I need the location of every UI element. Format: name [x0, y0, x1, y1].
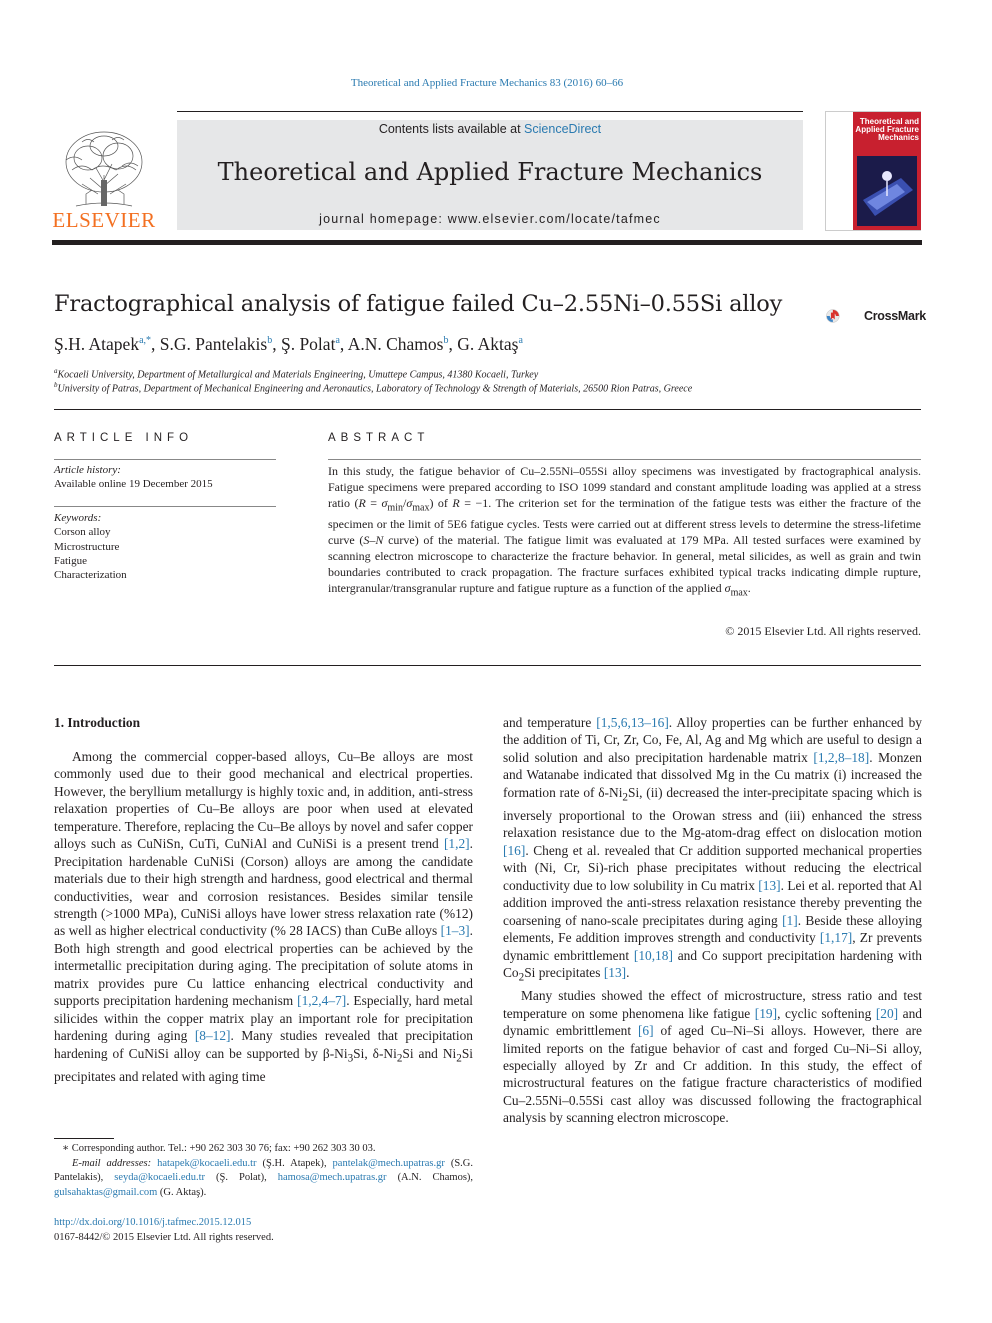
citation-link[interactable]: [1]	[782, 912, 798, 928]
intro-left-column	[54, 714, 473, 1085]
affiliation-mark: b	[54, 381, 58, 389]
affiliation-b	[54, 381, 692, 394]
citation-link[interactable]: [1,17]	[819, 930, 853, 946]
article-info-heading: ARTICLE INFO	[54, 432, 194, 444]
keywords-rule	[54, 506, 276, 507]
keyword: Corson alloy	[54, 526, 111, 539]
abstract-copyright: © 2015 Elsevier Ltd. All rights reserved.	[725, 624, 921, 638]
citation-link[interactable]: [1–3]	[440, 923, 470, 939]
author-name[interactable]: G. Aktaş	[457, 334, 519, 354]
journal-title: Theoretical and Applied Fracture Mechanics	[217, 158, 763, 186]
intro-heading: 1. Introduction	[54, 715, 141, 730]
email-owner: (G. Aktaş).	[159, 1186, 207, 1198]
email-owner: (Ş.H. Atapek)	[262, 1157, 324, 1169]
corresponding-author-note: ∗ Corresponding author. Tel.: +90 262 303 30 76; fax: +90 262 303 30 03.	[62, 1143, 376, 1154]
journal-cover-image[interactable]	[825, 111, 921, 231]
doi-link[interactable]: http://dx.doi.org/10.1016/j.tafmec.2015.12.015	[54, 1217, 252, 1228]
author-name[interactable]: S.G. Pantelakis	[159, 334, 268, 354]
history-value: Available online 19 December 2015	[54, 478, 213, 491]
keywords-block	[54, 511, 127, 582]
affiliation-a	[54, 367, 538, 380]
corresponding-author-text: Corresponding author. Tel.: +90 262 303 30 76; fax: +90 262 303 30 03.	[71, 1143, 376, 1154]
homepage-url[interactable]: www.elsevier.com/locate/tafmec	[447, 212, 661, 226]
cover-title: Theoretical and Applied Fracture Mechanics	[855, 117, 919, 142]
footnote-rule	[54, 1138, 114, 1139]
header-top-rule	[177, 111, 803, 112]
author-list: Ş.H. Atapek$^{a,*}$, S.G. Pantelakis$^b$, Ş. Polat$^a$, A.N. Chamos$^b$, G. Aktaş$^a$	[54, 334, 523, 354]
journal-reference[interactable]: Theoretical and Applied Fracture Mechanics 83 (2016) 60–66	[350, 77, 624, 89]
citation-link[interactable]: [13]	[758, 877, 781, 893]
citation-link[interactable]: [16]	[503, 842, 526, 858]
article-info-rule	[54, 459, 276, 460]
email-owner: (A.N. Chamos)	[397, 1172, 471, 1184]
contents-prefix: Contents lists available at	[378, 122, 521, 136]
email-link[interactable]: seyda@kocaeli.edu.tr	[114, 1172, 206, 1184]
keyword: Characterization	[54, 569, 127, 582]
crossmark-label[interactable]: CrossMark	[864, 309, 926, 323]
citation-link[interactable]: [19]	[754, 1005, 778, 1021]
email-link[interactable]: hatapek@kocaeli.edu.tr	[157, 1157, 257, 1169]
history-label: Article history:	[54, 464, 121, 476]
citation-link[interactable]: [20]	[875, 1005, 899, 1021]
abstract-rule	[328, 459, 921, 460]
author-affiliation-mark[interactable]: b	[267, 335, 273, 347]
citation-link[interactable]: [1,5,6,13–16]	[596, 715, 669, 730]
journal-header	[177, 120, 803, 230]
email-link[interactable]: gulsahaktas@gmail.com	[54, 1186, 158, 1198]
author-affiliation-mark[interactable]: a	[518, 335, 523, 347]
citation-link[interactable]: [10,18]	[633, 947, 673, 963]
citation-link[interactable]: [1,2]	[443, 836, 470, 852]
cover-art	[853, 112, 921, 230]
affiliation-rule	[54, 409, 921, 410]
citation-link[interactable]: [1,2,4–7]	[297, 993, 347, 1009]
keywords-label: Keywords:	[54, 512, 102, 524]
email-link[interactable]: hamosa@mech.upatras.gr	[277, 1172, 387, 1184]
author-name[interactable]: Ş. Polat	[280, 334, 336, 354]
email-link[interactable]: pantelak@mech.upatras.gr	[332, 1157, 445, 1169]
homepage-line	[177, 212, 803, 226]
sciencedirect-link[interactable]: ScienceDirect	[524, 122, 602, 136]
citation-link[interactable]: [6]	[637, 1023, 654, 1039]
citation-link[interactable]: [8–12]	[194, 1028, 231, 1044]
affiliation-text: University of Patras, Department of Mechanical Engineering and Aeronautics, Laboratory of Technology & Strength of Materials, 26500 Rion Patras, Greece	[57, 383, 693, 395]
header-thick-rule	[52, 240, 922, 245]
citation-link[interactable]: [1,2,8–18]	[813, 749, 870, 765]
intro-paragraph: Among the commercial copper-based alloys, Cu–Be alloys are most commonly used due to their good mechanical and electrical properties. However, the beryllium metallurgy is highly toxic and, in addition, anti-stress relaxation properties of Cu–Be alloys are poor when used at elevated temperature. Therefore, replacing the Cu–Be alloys by novel and safer copper alloys such as CuNiSn, CuTi, CuNiAl and CuNiSi is a present trend [1,2]. Precipitation hardenable CuNiSi (Corson) alloys are among the candidate materials due to their high strength and hardness, good electrical and thermal conductivities, wear and corrosion resistances. Besides similar tensile strength (>1000 MPa), CuNiSi alloys have lower stress relaxation rate (%12) as well as higher electrical conductivity (% 28 IACS) than CuBe alloys [1–3]. Both high strength and good electrical properties can be achieved by the intermetallic precipitation during aging. The precipitation of solute atoms in matrix provides pure Cu lattice enhancing electrical conductivity and supports precipitation hardening mechanism [1,2,4–7]. Especially, hard metal silicides within the copper matrix play an important role for precipitation hardening during aging [8–12]. Many studies revealed that precipitation hardening of CuNiSi alloy can be supported by $\beta-Ni_3Si$, $\delta-Ni_2Si$ and $Ni_2Si$ precipitates and related with aging time	[54, 748, 473, 1084]
author-affiliation-mark[interactable]: a,*	[139, 335, 152, 347]
footnotes	[54, 1142, 473, 1200]
author-affiliation-mark[interactable]: b	[443, 335, 449, 347]
affiliation-text: Kocaeli University, Department of Metallurgical and Materials Engineering, Umuttepe Campus, 41380 Kocaeli, Turkey	[57, 369, 539, 381]
citation-link[interactable]: [13]	[603, 965, 627, 981]
author-affiliation-mark[interactable]: a	[335, 335, 340, 347]
emails-label: E-mail addresses:	[72, 1157, 152, 1169]
affiliation-mark: a	[54, 367, 58, 375]
abstract-bottom-rule	[54, 665, 921, 666]
issn-copyright: 0167-8442/© 2015 Elsevier Ltd. All rights reserved.	[54, 1231, 274, 1243]
crossmark-icon[interactable]	[826, 297, 864, 335]
homepage-prefix: journal homepage:	[319, 212, 444, 226]
email-owner: (S.G. Pantelakis)	[54, 1157, 473, 1184]
article-title: Fractographical analysis of fatigue failed Cu–2.55Ni–0.55Si alloy	[54, 291, 783, 317]
abstract-text: In this study, the fatigue behavior of Cu–2.55Ni–055Si alloy specimens was investigated by fractographical analysis. Fatigue specimens were prepared according to ISO 1099 standard and constant amplitude loading was applied at a stress ratio $(R = \sigma_{min}/\sigma_{max})$ of R = −1. The criterion set for the termination of the fatigue tests was either the fracture of the specimen or the limit of 5E6 fatigue cycles. Tests were carried out at different stress levels to determine the stress-lifetime curve (S–N curve) of the material. The fatigue limit was evaluated at 179 MPa. All tested surfaces were examined by scanning electron microscope to characterize the fracture behavior. In general, metal silicides, as well as grain and twin boundaries contributed to crack propagation. The fracture surfaces exhibited typical tracks indicating dimple rupture, intergranular/transgranular rupture and fatigue rupture as a function of the applied $\sigma_{max}$.	[328, 464, 921, 599]
intro-paragraph-continued: and temperature [1,5,6,13–16]. Alloy properties can be further enhanced by the addition of Ti, Cr, Zr, Co, Fe, Al, Ag and Mg which are useful to design a solid solution and also precipitation hardenable matrix [1,2,8–18]. Monzen and Watanabe indicated that dissolved Mg in the Cu matrix (i) increased the formation rate of $\delta-Ni_2Si$, (ii) decreased the inter-precipitate spacing which is inversely proportional to the Orowan stress and (iii) enhanced the stress relaxation resistance due to the Mg-atom-drag effect on dislocation motion [16]. Cheng et al. revealed that Cr addition supported mechanical properties with (Ni, Cr, Si)-rich phase precipitates without reducing the electrical conductivity due to low solubility in Cu matrix [13]. Lei et al. reported that Al addition improved the anti-stress relaxation resistance thereby preventing the coarsening of nano-scale precipitates during aging [1]. Beside these alloying elements, Fe addition improves strength and conductivity [1,17], Zr prevents dynamic embrittlement [10,18] and Co support precipitation hardening with $Co_2Si$ precipitates [13].	[503, 715, 923, 984]
abstract-heading: ABSTRACT	[328, 432, 430, 444]
intro-paragraph: Many studies showed the effect of microstructure, stress ratio and test temperature on some phenomena like fatigue [19], cyclic softening [20] and dynamic embrittlement [6] of aged Cu–Ni–Si alloys. However, there are limited reports on the fatigue behavior of cast and forged Cu–Ni–Si alloy, especially alloyed by Zr and Cr addition. In this study, the effect of microstructural features on the fatigue fracture characteristics of modified Cu–2.55Ni–0.55Si cast alloy was discussed following the fractographical analysis by scanning electron microscope.	[503, 988, 922, 1126]
article-history	[54, 463, 213, 492]
keyword: Fatigue	[54, 554, 87, 567]
author-name[interactable]: Ş.H. Atapek	[54, 334, 140, 354]
email-addresses: E-mail addresses: hatapek@kocaeli.edu.tr (Ş.H. Atapek), pantelak@mech.upatras.gr (S.G. Pantelakis), seyda@kocaeli.edu.tr (Ş. Polat), hamosa@mech.upatras.gr (A.N. Chamos), gulsahaktas@gmail.com (G. Aktaş).	[54, 1157, 474, 1198]
contents-line	[177, 120, 803, 136]
keyword: Microstructure	[54, 540, 120, 553]
elsevier-wordmark: ELSEVIER	[52, 208, 156, 232]
email-owner: (Ş. Polat)	[216, 1172, 265, 1184]
author-name[interactable]: A.N. Chamos	[347, 334, 444, 354]
cover-specimen-graphic	[857, 156, 917, 226]
doi-block	[54, 1216, 274, 1245]
intro-right-column	[503, 714, 922, 1127]
